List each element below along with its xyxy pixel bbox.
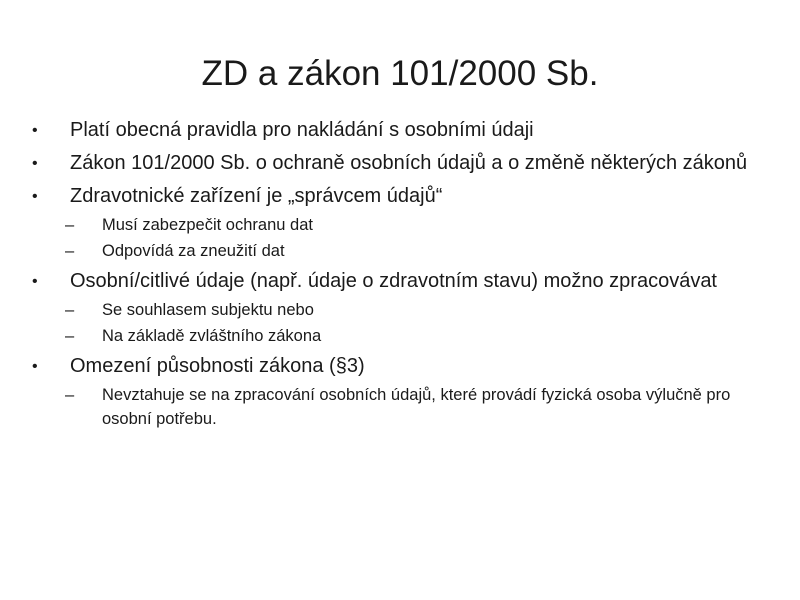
sub-list-item-text: Musí zabezpečit ochranu dat: [102, 216, 313, 234]
list-item: [30, 352, 770, 381]
bullet-icon: •: [32, 358, 38, 375]
list-item: [30, 149, 770, 178]
bullet-icon: •: [32, 188, 38, 205]
bullet-icon: •: [32, 122, 38, 139]
sub-list-item: [30, 237, 770, 263]
list-item-text: Zákon 101/2000 Sb. o ochraně osobních údajů a o změně některých zákonů: [70, 152, 748, 174]
bullet-icon: •: [32, 273, 38, 290]
dash-icon: –: [65, 242, 75, 260]
bullet-list: [30, 116, 770, 431]
list-item-text: Osobní/citlivé údaje (např. údaje o zdravotním stavu) možno zpracovávat: [70, 270, 717, 292]
dash-icon: –: [65, 327, 75, 345]
list-item-text: Zdravotnické zařízení je „správcem údajů“: [70, 185, 443, 207]
dash-icon: –: [65, 386, 75, 404]
list-item: [30, 267, 770, 296]
slide-title: ZD a zákon 101/2000 Sb.: [201, 54, 599, 93]
sub-list-item: [30, 211, 770, 237]
sub-list-item-text: Odpovídá za zneužití dat: [102, 242, 285, 260]
bullet-icon: •: [32, 155, 38, 172]
sub-list-item: [30, 381, 770, 431]
sub-list-item: [30, 322, 770, 348]
list-item: [30, 116, 770, 145]
dash-icon: –: [65, 216, 75, 234]
sub-list-item-text: Se souhlasem subjektu nebo: [102, 301, 314, 319]
sub-list-item-text: Nevztahuje se na zpracování osobních údajů, které provádí fyzická osoba výlučně pro osobní potřebu.: [102, 386, 731, 428]
sub-list-item: [30, 296, 770, 322]
sub-list-item-text: Na základě zvláštního zákona: [102, 327, 322, 345]
list-item-text: Omezení působnosti zákona (§3): [70, 355, 365, 377]
dash-icon: –: [65, 301, 75, 319]
list-item-text: Platí obecná pravidla pro nakládání s osobními údaji: [70, 119, 534, 141]
list-item: [30, 182, 770, 211]
